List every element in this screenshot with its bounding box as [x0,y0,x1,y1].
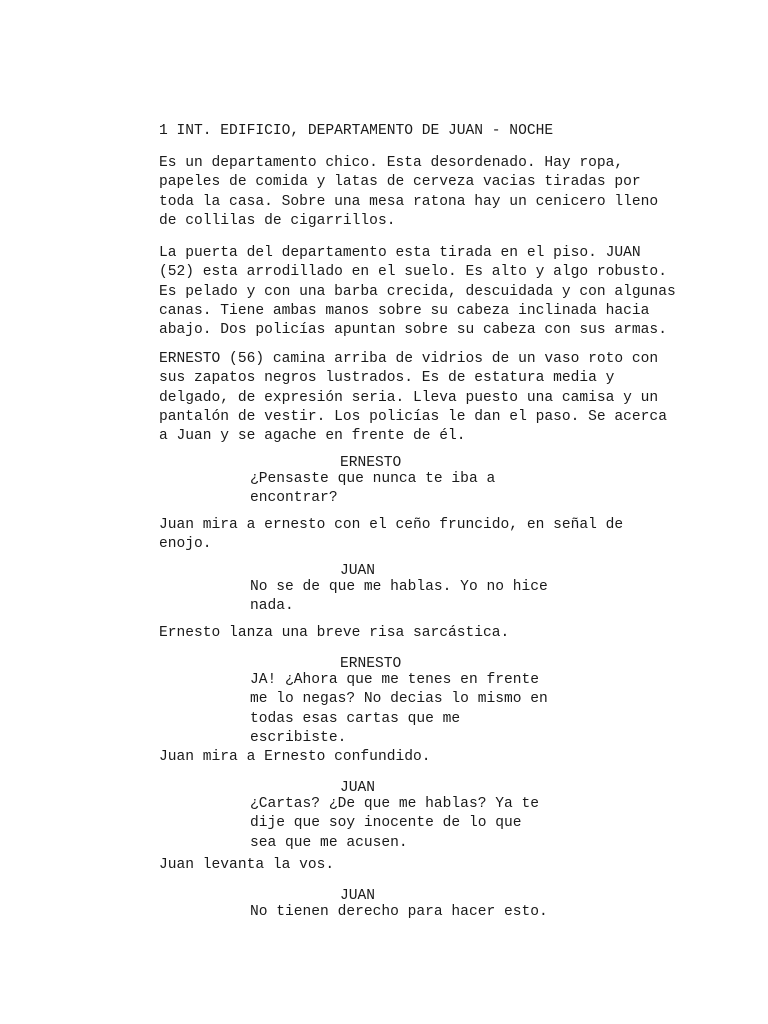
character-name-text: JUAN [340,888,376,904]
dialogue-line: JA! ¿Ahora que me tenes en frente [250,672,540,688]
action-line: ERNESTO (56) camina arriba de vidrios de un vaso roto con [159,351,659,367]
dialogue-line: No tienen derecho para hacer esto. [250,904,548,920]
action-line: Es un departamento chico. Esta desordenado. Hay ropa, [159,155,624,171]
action-line: papeles de comida y latas de cerveza vacias tiradas por [159,174,641,191]
dialogue-block-2 [250,578,670,617]
action-line: Juan mira a ernesto con el ceño fruncido, en señal de [159,517,624,533]
scene-heading [159,122,719,141]
action-block-3 [159,350,719,446]
action-block-5 [159,624,719,643]
dialogue-line: dije que soy inocente de lo que [250,815,522,832]
dialogue-line: No se de que me hablas. Yo no hice [250,579,548,595]
action-line: (52) esta arrodillado en el suelo. Es alto y algo robusto. [159,264,667,281]
action-block-7 [159,856,719,875]
action-line: de collilas de cigarrillos. [159,212,396,229]
dialogue-block-4 [250,795,670,853]
action-line: abajo. Dos policías apuntan sobre su cabeza con sus armas. [159,322,667,339]
action-line: sus zapatos negros lustrados. Es de estatura media y [159,370,615,387]
dialogue-line: me lo negas? No decias lo mismo en [250,691,548,708]
dialogue-line: todas esas cartas que me [250,710,461,727]
action-line: Juan mira a Ernesto confundido. [159,749,431,765]
action-line: toda la casa. Sobre una mesa ratona hay un cenicero lleno [159,193,659,210]
dialogue-block-3 [250,671,670,748]
action-line: Ernesto lanza una breve risa sarcástica. [159,625,510,641]
dialogue-line: ¿Cartas? ¿De que me hablas? Ya te [250,796,540,812]
action-block-4 [159,516,719,555]
action-line: La puerta del departamento esta tirada en el piso. JUAN [159,245,641,261]
dialogue-line: nada. [250,598,294,615]
character-name-text: JUAN [340,563,376,579]
action-line: a Juan y se agache en frente de él. [159,428,466,445]
dialogue-block-1 [250,470,670,509]
action-line: pantalón de vestir. Los policías le dan el paso. Se acerca [159,408,667,425]
action-block-2 [159,244,719,340]
action-line: Es pelado y con una barba crecida, descuidada y con algunas [159,283,676,300]
action-line: Juan levanta la vos. [159,857,335,873]
character-name-text: JUAN [340,780,376,796]
action-block-1 [159,154,719,231]
action-block-6 [159,748,719,767]
action-line: delgado, de expresión seria. Lleva puesto una camisa y un [159,389,659,406]
dialogue-line: encontrar? [250,490,338,507]
character-name-text: ERNESTO [340,656,402,672]
dialogue-line: sea que me acusen. [250,834,408,851]
character-name-text: ERNESTO [340,455,402,471]
dialogue-line: escribiste. [250,729,347,746]
scene-heading-text: 1 INT. EDIFICIO, DEPARTAMENTO DE JUAN - NOCHE [159,123,554,139]
dialogue-block-5 [250,903,670,922]
action-line: canas. Tiene ambas manos sobre su cabeza inclinada hacia [159,302,650,319]
dialogue-line: ¿Pensaste que nunca te iba a [250,471,496,487]
action-line: enojo. [159,536,212,553]
